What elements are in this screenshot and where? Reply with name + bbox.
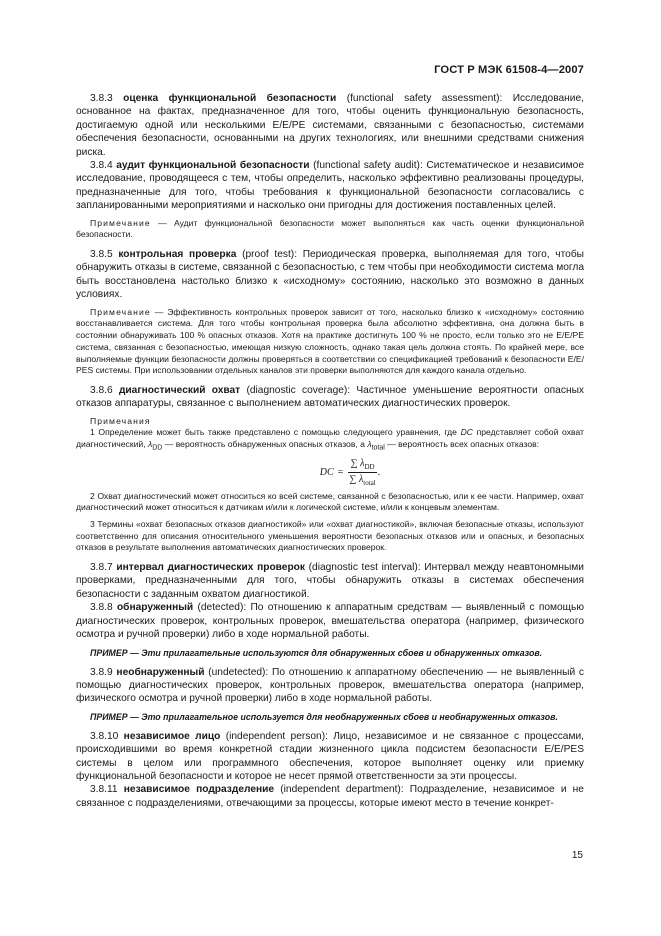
- definition-3-8-8: [76, 601, 584, 641]
- symbol-lambda: λ: [147, 439, 153, 450]
- note-label: Примечание: [90, 217, 151, 228]
- definition-text: (proof test): Периодическая проверка, выполняемая для того, чтобы обнаружить отказы в системе, связанной с безопасностью, с тем чтобы при необходимости система могла быть восстановлена настолько близко к «исходному» состоянию, насколько это возможно в данных условиях.: [76, 249, 584, 301]
- note-3-8-5: [76, 307, 584, 377]
- clause-number: 3.8.11: [90, 784, 118, 796]
- definition-text: (functional safety audit): Систематическое и независимое исследование, проводящееся с тем, чтобы определить, насколько эффективно реализованы процедуры, предназначенные для того, чтобы требования к функциональной безопасности согласовались с запланированными мероприятиями и насколько они пригодны для достижения поставленных целей.: [76, 160, 584, 212]
- subscript: DD: [152, 444, 163, 452]
- definition-text: (diagnostic coverage): Частичное уменьшение вероятности опасных отказов аппаратуры, связанное с выполнением автоматических диагностических проверок.: [76, 384, 584, 410]
- symbol-lambda: λ: [358, 474, 364, 486]
- clause-number: 3.8.9: [90, 666, 113, 678]
- clause-number: 3.8.4: [90, 160, 113, 172]
- term: независимое подразделение: [123, 784, 275, 796]
- note-label: Примечание: [90, 306, 151, 317]
- document-body: [76, 92, 584, 810]
- example-3-8-8: ПРИМЕР — Эти прилагательные используются для обнаруженных сбоев и обнаруженных отказов.: [90, 647, 543, 658]
- formula-fraction: [347, 458, 377, 487]
- definition-text: (diagnostic test interval): Интервал между неавтономными проверками, предназначенными для того, чтобы обнаружить отказы в системах обеспечения безопасности с заданным охватом диагностикой.: [76, 562, 584, 600]
- note-text: — вероятность всех опасных отказов:: [384, 439, 540, 450]
- subscript: total: [363, 479, 376, 488]
- note-3-8-6-1: [76, 427, 584, 454]
- symbol-lambda: λ: [367, 439, 372, 450]
- standard-header: ГОСТ Р МЭК 61508-4—2007: [434, 64, 584, 76]
- definition-3-8-9: [76, 666, 584, 706]
- formula-period: .: [377, 467, 381, 479]
- note-text: 1 Определение может быть также представлено с помощью следующего уравнения, где: [90, 427, 461, 438]
- definition-3-8-10: [76, 730, 584, 784]
- clause-number: 3.8.3: [90, 93, 113, 104]
- definition-text: (independent person): Лицо, независимое и не связанное с процессами, происходившими во время конкретной стадии жизненного цикла подсистем безопасности Е/Е/РЕS системы в целом или программного обеспечения, которое выполняет оценку или приемку функциональной безопасности и которое не несет прямой ответственности за эти процессы.: [76, 730, 584, 782]
- symbol-lambda: λ: [360, 458, 365, 470]
- note-3-8-4: [76, 218, 584, 241]
- clause-number: 3.8.5: [90, 249, 113, 261]
- clause-number: 3.8.10: [90, 730, 119, 742]
- term: диагностический охват: [118, 384, 241, 396]
- subscript: total: [371, 444, 385, 452]
- formula-equals: =: [337, 467, 344, 479]
- term: аудит функциональной безопасности: [116, 160, 310, 172]
- dc-formula: [116, 455, 584, 491]
- definition-text: (independent department): Подразделение, независимое и не связанное с подразделениями, отвечающими за процессы, которые имеют место в течение конкрет-: [76, 784, 584, 809]
- note-text: — Аудит функциональной безопасности может выполняться как часть оценки функциональной безопасности.: [76, 217, 585, 240]
- note-3-8-6-2: 2 Охват диагностический может относиться ко всей системе, связанной с безопасностью, или к ее части. Например, охват диагностический может относиться к датчикам и/или к логической системе, и/или к концевым элементам.: [76, 490, 584, 513]
- definition-3-8-4: [76, 159, 584, 213]
- example-3-8-9: ПРИМЕР — Это прилагательное используется для необнаруженных сбоев и необнаруженных отказов.: [90, 711, 558, 722]
- definition-text: (undetected): По отношению к аппаратному обеспечению — не выявленный с помощью диагностических проверок, контрольных проверок, вмешательства оператора (например, физического осмотра и ручной проверки) либо в ходе нормальной работы.: [76, 666, 584, 705]
- note-text: представляет собой охват диагностический,: [76, 427, 584, 450]
- page-number: 15: [571, 850, 583, 861]
- term: контрольная проверка: [118, 249, 237, 261]
- term: интервал диагностических проверок: [116, 562, 306, 574]
- term: независимое лицо: [123, 730, 221, 742]
- clause-number: 3.8.7: [90, 562, 113, 574]
- notes-heading: Примечания: [90, 415, 151, 426]
- definition-text: (functional safety assessment): Исследование, основанное на фактах, предназначенное для того, чтобы оценить функциональную безопасность, достигаемую одной или несколькими Е/Е/РЕ системами, связанными с безопасностью, системами обеспечения безопасности, основанными на других технологиях, или внешними средствами снижения риска.: [76, 93, 584, 158]
- definition-3-8-3: [76, 92, 584, 159]
- definition-3-8-7: [76, 561, 584, 601]
- symbol-dc: DC: [460, 427, 473, 438]
- term: оценка функциональной безопасности: [123, 93, 337, 104]
- subscript: DD: [364, 463, 375, 472]
- term: обнаруженный: [116, 602, 194, 614]
- clause-number: 3.8.6: [90, 384, 113, 396]
- formula-numerator: [348, 458, 376, 473]
- formula-denominator: [347, 473, 377, 487]
- note-text: — вероятность обнаруженных опасных отказов, а: [162, 439, 368, 450]
- definition-3-8-6: [76, 384, 584, 411]
- sum-symbol: ∑: [349, 474, 357, 486]
- term: необнаруженный: [116, 666, 205, 678]
- clause-number: 3.8.8: [90, 602, 113, 614]
- definition-3-8-5: [76, 248, 584, 302]
- formula-lhs: DC: [319, 467, 334, 479]
- definition-3-8-11: [76, 783, 584, 810]
- note-3-8-6-3: 3 Термины «охват безопасных отказов диагностикой» или «охват диагностикой», включая безопасные отказы, используют соответственно для описания относительного уменьшения вероятности безопасных отказов или и опасных, и безопасных отказов в результате выполнения автоматических диагностических проверок.: [76, 518, 584, 553]
- definition-text: (detected): По отношению к аппаратным средствам — выявленный с помощью диагностических проверок, контрольных проверок, вмешательства оператора (например, физического осмотра и ручной проверки) либо в ходе нормальной работы.: [76, 602, 584, 641]
- sum-symbol: ∑: [350, 458, 358, 470]
- note-text: — Эффективность контрольных проверок зависит от того, насколько близко к «исходному» состоянию восстанавливается система. Для того чтобы контрольная проверка была абсолютно эффективна, она должна быть в состоянии обнаруживать 100 % опасных отказов. Хотя на практике достигнуть 100 % не просто, если только это не Е/Е/РЕ система, связанная с безопасностью, имеющая низкую сложность, однако такая цель должна стоять. По крайней мере, все выполняемые функции безопасности должны проверяться в соответствии со спецификацией требований к безопасности Е/Е/РЕS системы. При использовании отдельных каналов эти проверки выполняются для каждого канала отдельно.: [76, 306, 584, 376]
